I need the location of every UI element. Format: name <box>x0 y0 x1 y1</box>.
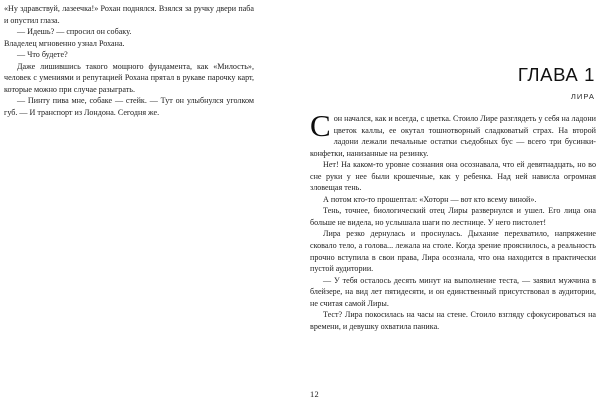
chapter-header <box>310 0 596 101</box>
right-page <box>300 0 600 406</box>
paragraph: Тест? Лира покосилась на часы на стене. Стоило взгляду сфокусироваться на времени, и девушку охватила паника. <box>310 310 596 331</box>
paragraph: — У тебя осталось десять минут на выполнение теста, — заявил мужчина в блейзере, на вид лет пятидесяти, и он единственный присутствовал в аудитории, не считая самой Лиры. <box>310 275 596 308</box>
drop-cap: С <box>310 108 331 143</box>
paragraph: Нет! На каком-то уровне сознания она осознавала, что ей девятнадцать, но во сне руки у нее были крошечные, как у ребенка. Над ней нависла огромная зловещая тень. <box>310 160 596 193</box>
paragraph: — Что будете? <box>17 50 68 60</box>
right-page-body <box>310 108 596 332</box>
chapter-subtitle: ЛИРА <box>570 92 595 101</box>
paragraph: «Ну здравствуй, лазеечка!» Рохан поднялся. Взялся за ручку двери паба и опустил глаза. <box>4 4 254 25</box>
paragraph-text: он начался, как и всегда, с цветка. Стоило Лире разглядеть у себя на ладони цветок каллы, ее окутал тошнотворный сладковатый страх. На второй ладони лежали печальные остатки съедобных бус — всего три бусинки-конфетки, нанизанные на резинку. <box>310 114 596 158</box>
chapter-title: ГЛАВА 1 <box>517 64 595 85</box>
left-page <box>0 0 262 406</box>
paragraph: Даже лишившись такого мощного фундамента, как «Милость», человек с умениями и репутацией Рохана прятал в рукаве парочку карт, которые можно при случае разыграть. <box>4 61 254 94</box>
page-number: 12 <box>310 390 319 399</box>
paragraph: Тень, точнее, биологический отец Лиры развернулся и ушел. Его лица она больше не видела, но услышала шаги по лестнице. У него пистолет! <box>310 206 596 227</box>
paragraph: А потом кто-то прошептал: «Хоторн — вот кто всему виной». <box>323 194 537 204</box>
paragraph: — Пинту пива мне, собаке — стейк. — Тут он улыбнулся уголком губ. — И транспорт из Лондона. Сегодня же. <box>4 96 254 117</box>
left-page-body <box>4 3 254 118</box>
paragraph-with-dropcap <box>310 108 596 159</box>
paragraph: Лира резко дернулась и проснулась. Дыхание перехватило, напряжение сковало тело, а голова... лежала на столе. Когда зрение прояснилось, а реальность прочно вступила в свои права, Лира осознала, что она находится в практически пустой аудитории. <box>310 229 596 274</box>
paragraph: Владелец мгновенно узнал Рохана. <box>4 38 125 48</box>
paragraph: — Идешь? — спросил он собаку. <box>17 27 132 37</box>
